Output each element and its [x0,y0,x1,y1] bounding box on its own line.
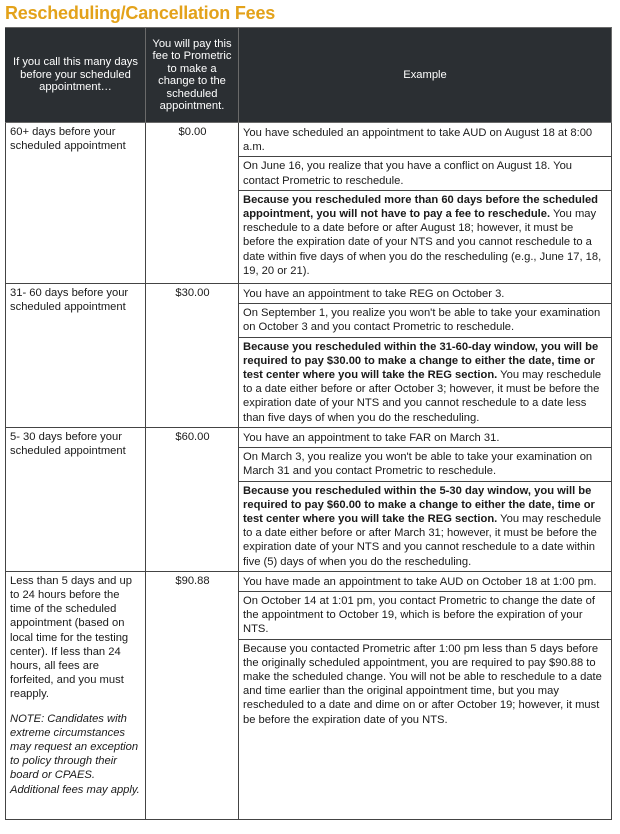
example-outcome: Because you contacted Prometric after 1:00 pm less than 5 days before the originally scheduled appointment, you are required to pay $90.88 to make the scheduled change. You will not be able to reschedule to a date and time earlier than the original appointment time, but you may rescheduled to a date and dime on or after October 19; however, it must be before the expiration date of you NTS. [243,642,602,726]
days-cell: 5- 30 days before your scheduled appointment [6,428,146,572]
fees-table [5,27,612,820]
header-days: If you call this many days before your scheduled appointment… [6,28,146,123]
table-row [6,428,612,572]
example-event: On September 1, you realize you won't be able to take your examination on October 3 and you contact Prometric to reschedule. [239,304,611,337]
fee-cell: $30.00 [146,284,239,428]
page-title: Rescheduling/Cancellation Fees [5,3,276,23]
days-cell: 60+ days before your scheduled appointment [6,123,146,284]
example-scenario: You have an appointment to take FAR on March 31. [239,428,611,448]
exception-note: NOTE: Candidates with extreme circumstances may request an exception to policy through their board or CPAES. Additional fees may apply. [10,712,140,796]
example-scenario: You have made an appointment to take AUD on October 18 at 1:00 pm. [239,572,611,592]
example-scenario: You have an appointment to take REG on October 3. [239,284,611,304]
example-scenario: You have scheduled an appointment to take AUD on August 18 at 8:00 a.m. [239,123,611,157]
header-fee: You will pay this fee to Prometric to make a change to the scheduled appointment. [146,28,239,123]
fee-cell: $0.00 [146,123,239,284]
header-row [6,28,612,123]
example-event: On June 16, you realize that you have a conflict on August 18. You contact Prometric to reschedule. [239,157,611,190]
days-cell: 31- 60 days before your scheduled appointment [6,284,146,428]
table-row [6,571,612,819]
outcome-bold: Because you rescheduled within the 31-60-day window, you will be required to pay $30.00 to make a change to either the date, time or test center where you will take the REG section. [243,340,599,382]
example-event: On October 14 at 1:01 pm, you contact Prometric to change the date of the appointment to October 19, which is before the expiration of your NTS. [239,592,611,640]
table-row [6,123,612,284]
example-cell [239,284,612,428]
outcome-bold: Because you rescheduled more than 60 days before the scheduled appointment, you will not have to pay a fee to reschedule. [243,193,599,221]
days-cell [6,571,146,819]
example-cell [239,571,612,819]
example-outcome [239,338,611,427]
fee-cell: $60.00 [146,428,239,572]
example-cell [239,428,612,572]
example-cell [239,123,612,284]
example-event: On March 3, you realize you won't be able to take your examination on March 31 and you contact Prometric to reschedule. [239,448,611,481]
outcome-rest: You may reschedule to a date either before or after October 3; however, it must be before the expiration date of your NTS and you cannot reschedule to a date less than five days of when you do the rescheduling. [243,369,602,424]
outcome-bold: Because you rescheduled within the 5-30 day window, you will be required to pay $60.00 to make a change to either the date, time or test center where you will take the REG section. [243,484,595,526]
example-outcome [239,482,611,571]
table-row [6,284,612,428]
days-text: Less than 5 days and up to 24 hours before the time of the scheduled appointment (based on local time for the testing center). If less than 24 hours, all fees are forfeited, and you must reapply. [10,574,132,701]
outcome-rest: You may reschedule to a date either before or after March 31; however, it must be before the expiration date of your NTS and you cannot reschedule to a date within five (5) days of when you do the rescheduling. [243,513,602,568]
fee-cell: $90.88 [146,571,239,819]
outcome-rest: You may reschedule to a date before or after August 18; however, it must be before the expiration date of your NTS and you cannot reschedule to a date within five days of when you do the rescheduling (e.g., June 17, 18, 19, 20 or 21). [243,208,602,277]
header-example: Example [239,28,612,123]
example-outcome [239,191,611,280]
